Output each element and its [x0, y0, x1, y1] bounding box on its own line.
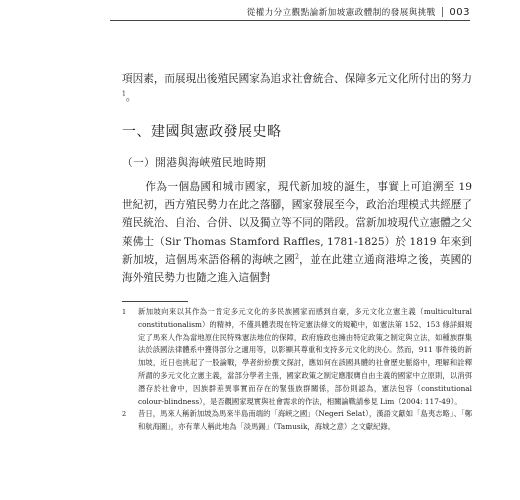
page-number: 003	[449, 7, 470, 18]
footnote-ref-1[interactable]: 1	[122, 90, 126, 98]
footnote-mark: 2	[122, 410, 127, 419]
paragraph-3-end: ，並在此建立通商港埠之後，英國的海外殖民勢力也隨之進入這個對	[122, 253, 473, 285]
footnote-text: 昔日，馬來人稱新加坡為馬來半島南端的「海峽之國」（Negeri Selat），漢語文獻如「島夷志略」、「鄭和航海圖」，亦有華人稱此地為「淡馬錫」（Tamusik，海城之意）之文獻紀錄。	[138, 409, 472, 432]
subsection-heading: （一）開港與海峽殖民地時期	[122, 157, 267, 169]
paragraph-1-end: 。	[125, 91, 137, 104]
header-separator: │	[439, 8, 446, 18]
footnote-mark: 1	[122, 308, 127, 316]
paragraph-1	[122, 70, 472, 106]
paragraph-3-text: 作為一個島國和城市國家，現代新加坡的誕生，事實上可追溯至 19 世紀初，西方殖民勢力在此之落腳，國家發展至今，政治治理模式共經歷了殖民統治、自治、合併、以及獨立等不同的階段。當新加坡現代立憲體之父萊佛士（Sir Thomas Stamford Raffles, 1781-1825）於 1819 年來到新加坡，這個馬來語俗稱的海峽之國	[122, 181, 472, 266]
paragraph-3	[122, 178, 472, 287]
section-heading: 一、建國與憲政發展史略	[122, 124, 282, 140]
footnotes	[122, 306, 472, 434]
running-title: 從權力分立觀點論新加坡憲政體制的發展與挑戰	[246, 8, 436, 18]
footnote-ref-2[interactable]: 2	[295, 253, 299, 261]
header-rule	[110, 20, 470, 21]
footnote-rule	[122, 301, 188, 302]
footnote-text: 新加坡向來以其作為一肯定多元文化的多民族國家而感到自豪，多元文化立憲主義（multicultural constitutionalism）的精神，不僅具體表現在特定憲法條文的規範中，如憲法第 152、153 條詳細規定了馬來人作為當地原住民特殊憲法地位的保障，政府施政也擁由特定政策之制定與立法，如種族群集法於該國法律體系中獲得部分之適用等，以影顯其尊重和支持多元文化的決心。然而，911 事件後的新加坡，近日也挑起了一股論戰，學者紛紛撰文探討，應如何在該國具體的社會歷史脈絡中，理解和詮釋所謂的多元文化立憲主義，當部分學者主張，國家政策之制定應服膺自由主義的國家中立原則，以消弭潛存於社會中，因族群差異事實而存在的緊張族群關係，部份則認為，憲法包容（constitutional colour-blindness），是否觀國家現實與社會需求的作法，相關論戰請參見 Lim（2004: 117-49）。	[138, 307, 472, 406]
footnote	[122, 408, 472, 434]
paragraph-1-text: 項因素，而展現出後殖民國家為追求社會統合、保障多元文化所付出的努力	[122, 73, 472, 85]
footnote	[122, 306, 472, 408]
